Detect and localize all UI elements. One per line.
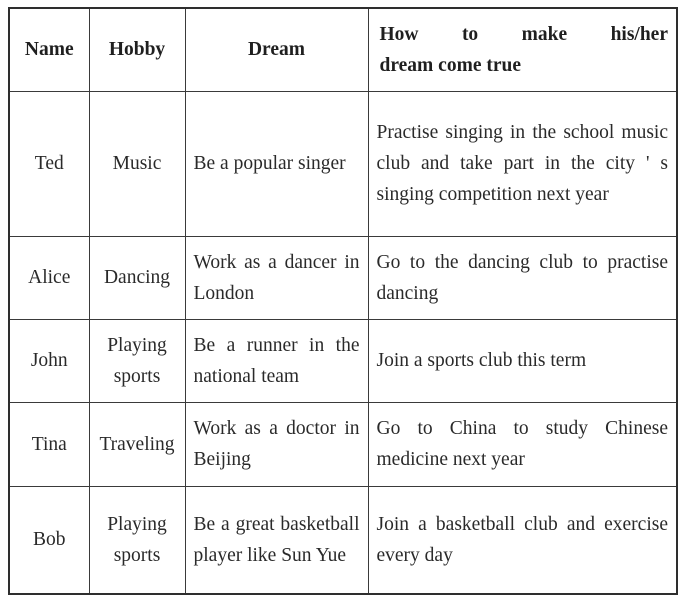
cell-dream: Be a great basketball player like Sun Yue bbox=[185, 486, 368, 594]
cell-how: Go to China to study Chinese medicine next year bbox=[368, 402, 677, 486]
cell-hobby: Traveling bbox=[89, 402, 185, 486]
table-row bbox=[9, 319, 677, 402]
cell-hobby: Dancing bbox=[89, 236, 185, 319]
cell-how: Join a sports club this term bbox=[368, 319, 677, 402]
cell-dream: Work as a doctor in Beijing bbox=[185, 402, 368, 486]
cell-how: Join a basketball club and exercise every day bbox=[368, 486, 677, 594]
cell-name: Ted bbox=[9, 91, 89, 236]
cell-dream: Work as a dancer in London bbox=[185, 236, 368, 319]
cell-hobby: Playing sports bbox=[89, 486, 185, 594]
header-how-line1: How to make his/her bbox=[379, 23, 668, 45]
cell-how: Go to the dancing club to practise dancing bbox=[368, 236, 677, 319]
table-row bbox=[9, 402, 677, 486]
table-row bbox=[9, 486, 677, 594]
header-name: Name bbox=[9, 8, 89, 91]
header-how-line2: dream come true bbox=[379, 54, 521, 76]
cell-dream: Be a popular singer bbox=[185, 91, 368, 236]
cell-name: John bbox=[9, 319, 89, 402]
cell-hobby: Playing sports bbox=[89, 319, 185, 402]
table-row bbox=[9, 236, 677, 319]
table-row bbox=[9, 91, 677, 236]
header-row bbox=[9, 8, 677, 91]
cell-hobby: Music bbox=[89, 91, 185, 236]
cell-name: Alice bbox=[9, 236, 89, 319]
cell-name: Bob bbox=[9, 486, 89, 594]
cell-how: Practise singing in the school music club and take part in the city ' s singing competition next year bbox=[368, 91, 677, 236]
header-hobby: Hobby bbox=[89, 8, 185, 91]
header-how bbox=[368, 8, 677, 91]
hobbies-dreams-table bbox=[8, 7, 678, 595]
cell-name: Tina bbox=[9, 402, 89, 486]
cell-dream: Be a runner in the national team bbox=[185, 319, 368, 402]
header-dream: Dream bbox=[185, 8, 368, 91]
